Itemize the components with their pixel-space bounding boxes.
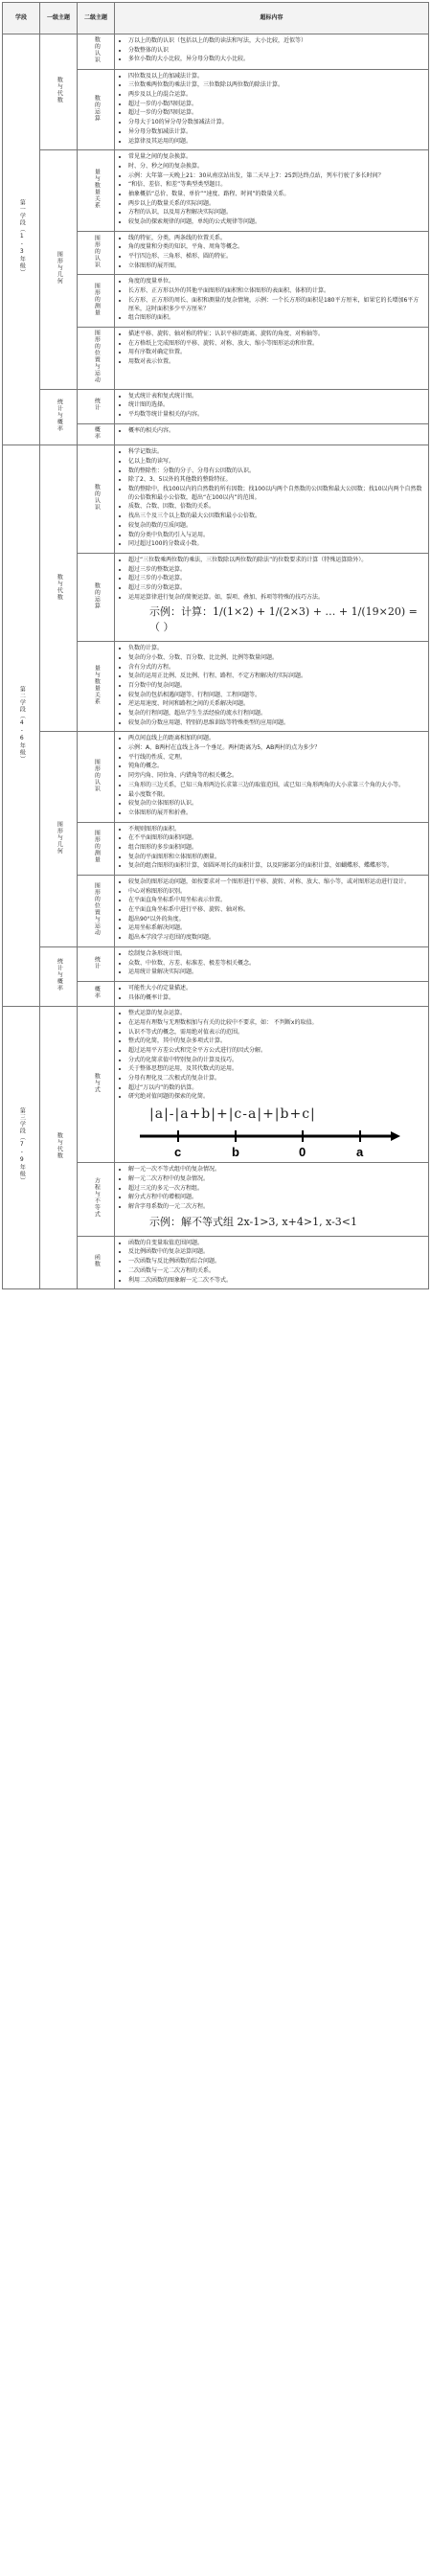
list-item: • 统计图的选择。	[128, 401, 424, 410]
subtopic-cell-label: 图形的位置与运动	[93, 329, 101, 383]
list-item: • 分式的化简求值中特别复杂的计算及技巧。	[128, 1057, 424, 1065]
list-item: • 三角形的三边关系，已知三角形两边长求第三边的取值范围，或已知三角形两角的大小求第三个角的大小等。	[128, 782, 424, 790]
subtopic-cell	[78, 231, 115, 275]
content-list	[121, 878, 424, 943]
list-item: • 线的特征，分类，两条线的位置关系。	[128, 235, 424, 243]
table-row	[3, 150, 429, 232]
stage-cell-label: 第二学段（4-6年级）	[18, 685, 26, 763]
list-item: • 超过三元的多元一次方程组。	[128, 1185, 424, 1194]
list-item: • 分数整体的认识	[128, 47, 424, 56]
table-header-row	[3, 3, 429, 34]
list-item: • 三位数乘两位数的乘法计算，三位数除以两位数的除法计算。	[128, 81, 424, 90]
list-item: • 抽象概括“总价、数量、单价”“速度、路程、时间”的数量关系。	[128, 191, 424, 199]
list-item: • 用数对表示位置。	[128, 358, 424, 367]
content-list	[121, 235, 424, 271]
list-item: • 多位小数的大小比较，异分母分数的大小比较。	[128, 56, 424, 64]
table-row	[3, 1007, 429, 1163]
subtopic-cell	[78, 732, 115, 822]
stage-cell-label: 第三学段（7-9年级）	[18, 1107, 26, 1185]
content-cell	[115, 732, 429, 822]
list-item: • 立体图形的展开图。	[128, 262, 424, 271]
content-list	[121, 950, 424, 977]
list-item: • 时、分、秒之间的复杂换算。	[128, 163, 424, 171]
topic-cell	[40, 732, 78, 946]
col-stage-header: 学段	[3, 3, 40, 34]
content-list	[121, 427, 424, 436]
subtopic-cell-label: 图形的位置与运动	[93, 882, 101, 937]
list-item: • 在平面直角坐标系中进行平移、旋转、轴对称。	[128, 906, 424, 915]
list-item: • 异分母分数加减法计算。	[128, 128, 424, 137]
list-item: • 在运用有理数与无理数相加与有关的比较中不要求，如： 不判断x的取值。	[128, 1019, 424, 1028]
number-line-label: b	[232, 1145, 239, 1160]
list-item: • 运算律及其运用的问题。	[128, 138, 424, 147]
list-item: • 较复杂的包括相遇问题等、行程问题、工程问题等。	[128, 692, 424, 700]
content-list	[121, 448, 424, 549]
list-item: • 复杂的分小数、分数、百分数、比比例、比例等数量问题。	[128, 654, 424, 663]
list-item: • 数的整除性：分数的分子、分母有公因数的认识。	[128, 467, 424, 476]
subtopic-cell-label: 统计	[93, 398, 101, 412]
list-item: • 组合图形的多步面积问题。	[128, 844, 424, 853]
content-list	[121, 37, 424, 64]
list-item: • 运用运算律进行复杂的简便运算。如，裂项、叠加、拆项等特殊的技巧方法。	[128, 594, 424, 603]
list-item: • 复杂的平面图形和立体图形的测量。	[128, 854, 424, 862]
table-row	[3, 946, 429, 981]
table-row	[3, 445, 429, 554]
list-item: • 解含字母系数的一元二次方程。	[128, 1203, 424, 1212]
list-item: • 研究绝对值问题的探索的化简。	[128, 1093, 424, 1102]
list-item: • 超过一步的分数四则运算。	[128, 109, 424, 118]
subtopic-cell	[78, 423, 115, 445]
content-list	[121, 73, 424, 147]
number-line-label: 0	[299, 1145, 306, 1160]
topic-cell-label: 统计与概率	[56, 399, 63, 433]
subtopic-cell	[78, 275, 115, 327]
list-item: • 示例：大年第一天晚上21：30从南京站出发，第二天早上7：25到达终点站，列车行驶了多长时间？	[128, 172, 424, 181]
list-item: • 运用统计量解决实际问题。	[128, 969, 424, 977]
content-cell	[115, 327, 429, 389]
list-item: • 角度的度量单位。	[128, 278, 424, 286]
list-item: • 较复杂的探索规律的问题，单纯的公式规律等问题。	[128, 218, 424, 227]
list-item: • 在不平面图形的面积问题。	[128, 834, 424, 843]
list-item: • 复杂的组合图形的面积计算，如圆环周长的面积计算，以及阴影部分的面积计算，如蝴蝶形、蝶蝶形等。	[128, 862, 424, 871]
list-item: • 含有分式的方程。	[128, 664, 424, 672]
formula-example: |a|-|a+b|+|c-a|+|b+c|	[149, 1106, 316, 1123]
content-cell	[115, 1007, 429, 1163]
content-list	[121, 557, 424, 602]
list-item: • 长方形、正方形以外的其他平面图形的面积和立体图形的表面积、体积的计算。	[128, 287, 424, 296]
col-topic1-header: 一级主题	[40, 3, 78, 34]
list-item: • 方程的认识，以及用方程解决实际问题。	[128, 209, 424, 217]
list-item: • 同过超过100的分数或小数。	[128, 540, 424, 549]
list-item: • 较复杂的立体图形的认识。	[128, 800, 424, 809]
list-item: • 解一元一次不等式组中的复杂情况。	[128, 1166, 424, 1174]
subtopic-cell	[78, 981, 115, 1006]
list-item: • 找出三个及三个以上数的最大公因数和最小公倍数。	[128, 513, 424, 521]
list-item: • 用有序数对确定位置。	[128, 349, 424, 357]
content-cell	[115, 1163, 429, 1236]
list-item: • 超过运用平方差公式和完全平方公式进行的因式分解。	[128, 1047, 424, 1056]
content-list	[121, 1010, 424, 1102]
subtopic-cell	[78, 69, 115, 150]
subtopic-cell	[78, 822, 115, 875]
subtopic-cell-label: 数与式	[93, 1072, 101, 1093]
formula-example: 示例：计算：1/(1×2) + 1/(2×3) + … + 1/(19×20) = （ ）	[149, 605, 418, 634]
content-cell	[115, 150, 429, 232]
subtopic-cell	[78, 1163, 115, 1236]
content-cell	[115, 876, 429, 947]
list-item: • 整式的化简，其中的复杂多项式计算。	[128, 1037, 424, 1046]
subtopic-cell-label: 概率	[93, 425, 101, 440]
list-item: • 两步及以上的混合运算。	[128, 91, 424, 100]
list-item: • 平行四边形、三角形、梯形、圆的特征。	[128, 253, 424, 262]
subtopic-cell	[78, 150, 115, 232]
subtopic-cell-label: 量与数量关系	[93, 169, 101, 210]
list-item: • 同旁内角、同位角、内错角等的相关概念。	[128, 772, 424, 781]
subtopic-cell	[78, 389, 115, 423]
standards-table	[2, 2, 429, 1289]
list-item: • 平行线的性质、定理。	[128, 754, 424, 763]
topic-cell	[40, 445, 78, 732]
topic-cell-label: 数与代数	[56, 77, 63, 104]
number-line-label: a	[356, 1145, 364, 1160]
subtopic-cell-label: 图形的测量	[93, 282, 101, 316]
topic-cell	[40, 946, 78, 1006]
content-cell	[115, 1236, 429, 1288]
stage-cell-label: 第一学段（1-3年级）	[18, 199, 26, 277]
list-item: • 角的度量和分类的知识，平角、周角等概念。	[128, 243, 424, 252]
topic-cell	[40, 389, 78, 445]
subtopic-cell	[78, 642, 115, 732]
subtopic-cell-label: 量与数量关系	[93, 664, 101, 705]
subtopic-cell-label: 数的运算	[93, 94, 101, 122]
subtopic-cell	[78, 1236, 115, 1288]
content-cell	[115, 445, 429, 554]
content-list	[121, 278, 424, 322]
content-list	[121, 645, 424, 727]
list-item: • 复式统计表和复式统计图。	[128, 393, 424, 401]
list-item: • 整式运算的复杂运算。	[128, 1010, 424, 1018]
subtopic-cell-label: 数的认识	[93, 36, 101, 63]
content-cell	[115, 231, 429, 275]
list-item: • 认识不等式的概念，需用绝对值表示的范围。	[128, 1029, 424, 1037]
col-topic2-header: 二级主题	[78, 3, 115, 34]
content-list	[121, 826, 424, 871]
topic-cell-label: 数与代数	[56, 573, 63, 601]
stage-cell	[3, 445, 40, 1007]
list-item: • 概率的相关内容。	[128, 427, 424, 436]
subtopic-cell-label: 图形的认识	[93, 758, 101, 792]
list-item: • 万以上的数的认识（包括以上的数的读法和写法，大小比较，近似等）	[128, 37, 424, 46]
list-item: • 超出本学段学习范围的度数问题。	[128, 934, 424, 943]
list-item: • 在方格纸上完成图形的平移、旋转、对称、放大、缩小等图形运动和位置。	[128, 340, 424, 349]
content-cell	[115, 553, 429, 641]
topic-cell	[40, 34, 78, 150]
content-list	[121, 1240, 424, 1285]
content-cell	[115, 946, 429, 981]
subtopic-cell	[78, 946, 115, 981]
subtopic-cell-label: 图形的认识	[93, 234, 101, 268]
list-item: • 超过三步的小数运算。	[128, 575, 424, 583]
list-item: • 数的分类中负数的引入与运用。	[128, 532, 424, 540]
content-list	[121, 393, 424, 420]
topic-cell	[40, 1007, 78, 1289]
list-item: • 示例：A、B两村在直线上各一个垂足。两村距离为5，AB两村的点为多少？	[128, 744, 424, 753]
subtopic-cell-label: 概率	[93, 985, 101, 999]
table-row	[3, 389, 429, 423]
subtopic-cell-label: 数的运算	[93, 581, 101, 609]
topic-cell	[40, 150, 78, 389]
list-item: • 一次函数与反比例函数的综合问题。	[128, 1258, 424, 1266]
list-item: • 利用二次函数的图象解一元二次不等式。	[128, 1277, 424, 1286]
stage-cell	[3, 1007, 40, 1289]
subtopic-cell-label: 图形的测量	[93, 830, 101, 864]
subtopic-cell	[78, 327, 115, 389]
list-item: • 科学记数法。	[128, 448, 424, 457]
content-cell	[115, 69, 429, 150]
content-cell	[115, 981, 429, 1006]
list-item: • 亿以上数的读写。	[128, 458, 424, 467]
subtopic-cell-label: 方程与不等式	[93, 1177, 101, 1219]
content-cell	[115, 34, 429, 70]
subtopic-cell-label: 数的认识	[93, 484, 101, 512]
number-line	[121, 1127, 408, 1159]
list-item: • 百分数中的复杂问题。	[128, 682, 424, 691]
content-list	[121, 735, 424, 817]
list-item: • 可能性大小的定量描述。	[128, 985, 424, 993]
list-item: • 除了2、3、5以外的其他数的整除特征。	[128, 476, 424, 485]
subtopic-cell	[78, 876, 115, 947]
subtopic-cell	[78, 34, 115, 70]
topic-cell-label: 统计与概率	[56, 958, 63, 992]
content-list	[121, 985, 424, 1002]
list-item: • 不规则图形的面积。	[128, 826, 424, 834]
table-row	[3, 732, 429, 822]
list-item: • “和倍、差倍、和差”等典型类型题目。	[128, 181, 424, 190]
content-cell	[115, 275, 429, 327]
list-item: • 超过三步的分数运算。	[128, 584, 424, 593]
list-item: • 立体图形的展开和折叠。	[128, 809, 424, 818]
list-item: • 最小度数不限。	[128, 791, 424, 800]
list-item: • 在平面直角坐标系中用坐标表示位置。	[128, 897, 424, 905]
list-item: • 分母大于10的异分母分数加减法计算。	[128, 119, 424, 127]
content-cell	[115, 642, 429, 732]
list-item: • 二次函数与一元二次方程的关系。	[128, 1267, 424, 1276]
list-item: • 分母有理化及二次根式的复杂计算。	[128, 1075, 424, 1083]
content-cell	[115, 389, 429, 423]
list-item: • 中心对称图形的识别。	[128, 888, 424, 897]
list-item: • 超过“三位数乘两位数的乘法，三位数除以两位数的除法”的位数要求的计算（特殊运算除外）。	[128, 557, 424, 565]
topic-cell-label: 数与代数	[56, 1132, 63, 1160]
list-item: • 逆运用速度、时间和路程之间的关系解决问题。	[128, 700, 424, 709]
list-item: • 众数、中位数、方差、标准差、极差等相关概念。	[128, 960, 424, 969]
list-item: • 四位数及以上的加减法计算。	[128, 73, 424, 81]
list-item: • 超过三步的整数运算。	[128, 566, 424, 575]
content-cell	[115, 423, 429, 445]
list-item: • 较复杂的数的互质问题。	[128, 522, 424, 531]
list-item: • 超过“万以内”的数的估算。	[128, 1084, 424, 1093]
subtopic-cell-label: 函数	[93, 1254, 101, 1268]
list-item: • 超过一步的小数四则运算。	[128, 101, 424, 109]
list-item: • 具体的概率计算。	[128, 994, 424, 1003]
content-list	[121, 153, 424, 227]
subtopic-cell-label: 统计	[93, 955, 101, 969]
list-item: • 常见量之间的复杂换算。	[128, 153, 424, 162]
list-item: • 较复杂的分数应用题、特别的思维训练等特殊类型的应用问题。	[128, 719, 424, 728]
list-item: • 绘制复合条形统计图。	[128, 950, 424, 959]
list-item: • 较复杂的图形运动问题，如按要求对一个图形进行平移、旋转、对称、放大、缩小等，或对图形运动进行设计。	[128, 878, 424, 887]
list-item: • 两点间直线上的距离相加的问题。	[128, 735, 424, 743]
list-item: • 反比例函数中的复杂运算问题。	[128, 1248, 424, 1257]
list-item: • 函数的自变量取值范围问题。	[128, 1240, 424, 1248]
subtopic-cell	[78, 445, 115, 554]
list-item: • 解分式方程中的增根问题。	[128, 1194, 424, 1202]
list-item: • 复杂的运用正比例、反比例、行程、路程、不定方程解决的实际问题。	[128, 672, 424, 681]
list-item: • 钝角的概念。	[128, 763, 424, 771]
stage-cell	[3, 34, 40, 445]
topic-cell-label: 图形与几何	[56, 251, 63, 285]
col-content-header: 超标内容	[115, 3, 429, 34]
list-item: • 解一元二次方程中的复杂情况。	[128, 1175, 424, 1184]
topic-cell-label: 图形与几何	[56, 820, 63, 855]
list-item: • 组合图形的面积。	[128, 314, 424, 323]
list-item: • 数的整除中，找100以内的自然数的所有因数；找100以内两个自然数的公因数和最大公因数；找10以内两个自然数的公倍数和最小公倍数，超出“在100以内”的范围。	[128, 486, 424, 502]
number-line-label: c	[174, 1145, 182, 1160]
content-list	[121, 331, 424, 367]
subtopic-cell	[78, 1007, 115, 1163]
list-item: • 质数、合数、因数、倍数的关系。	[128, 503, 424, 512]
list-item: • 复杂的行程问题，超出学生生活经验的流水行程问题。	[128, 710, 424, 718]
table-row	[3, 34, 429, 70]
content-cell	[115, 822, 429, 875]
list-item: • 超出90°以外的角度。	[128, 916, 424, 924]
content-list	[121, 1166, 424, 1211]
subtopic-cell	[78, 553, 115, 641]
arrow-icon	[391, 1131, 400, 1141]
list-item: • 负数的计算。	[128, 645, 424, 653]
list-item: • 两步以上的数量关系的实际问题。	[128, 200, 424, 209]
list-item: • 描述平移、旋转、轴对称的特征；认识平移的距离、旋转的角度、对称轴等。	[128, 331, 424, 339]
list-item: • 关于整体思想的运用，及其代数式的运用。	[128, 1065, 424, 1074]
formula-example: 示例：解不等式组 2x-1>3, x+4>1, x-3<1	[149, 1215, 357, 1228]
list-item: • 平均数等统计量相关的内容。	[128, 411, 424, 420]
list-item: • 长方形、正方形的周长、面积和测量的复杂情境，示例：一个长方形的面积是180平方厘米，如果它的长增加6平方厘米，这时面积多少平方厘米？	[128, 297, 424, 313]
list-item: • 运用坐标系解决问题。	[128, 924, 424, 933]
